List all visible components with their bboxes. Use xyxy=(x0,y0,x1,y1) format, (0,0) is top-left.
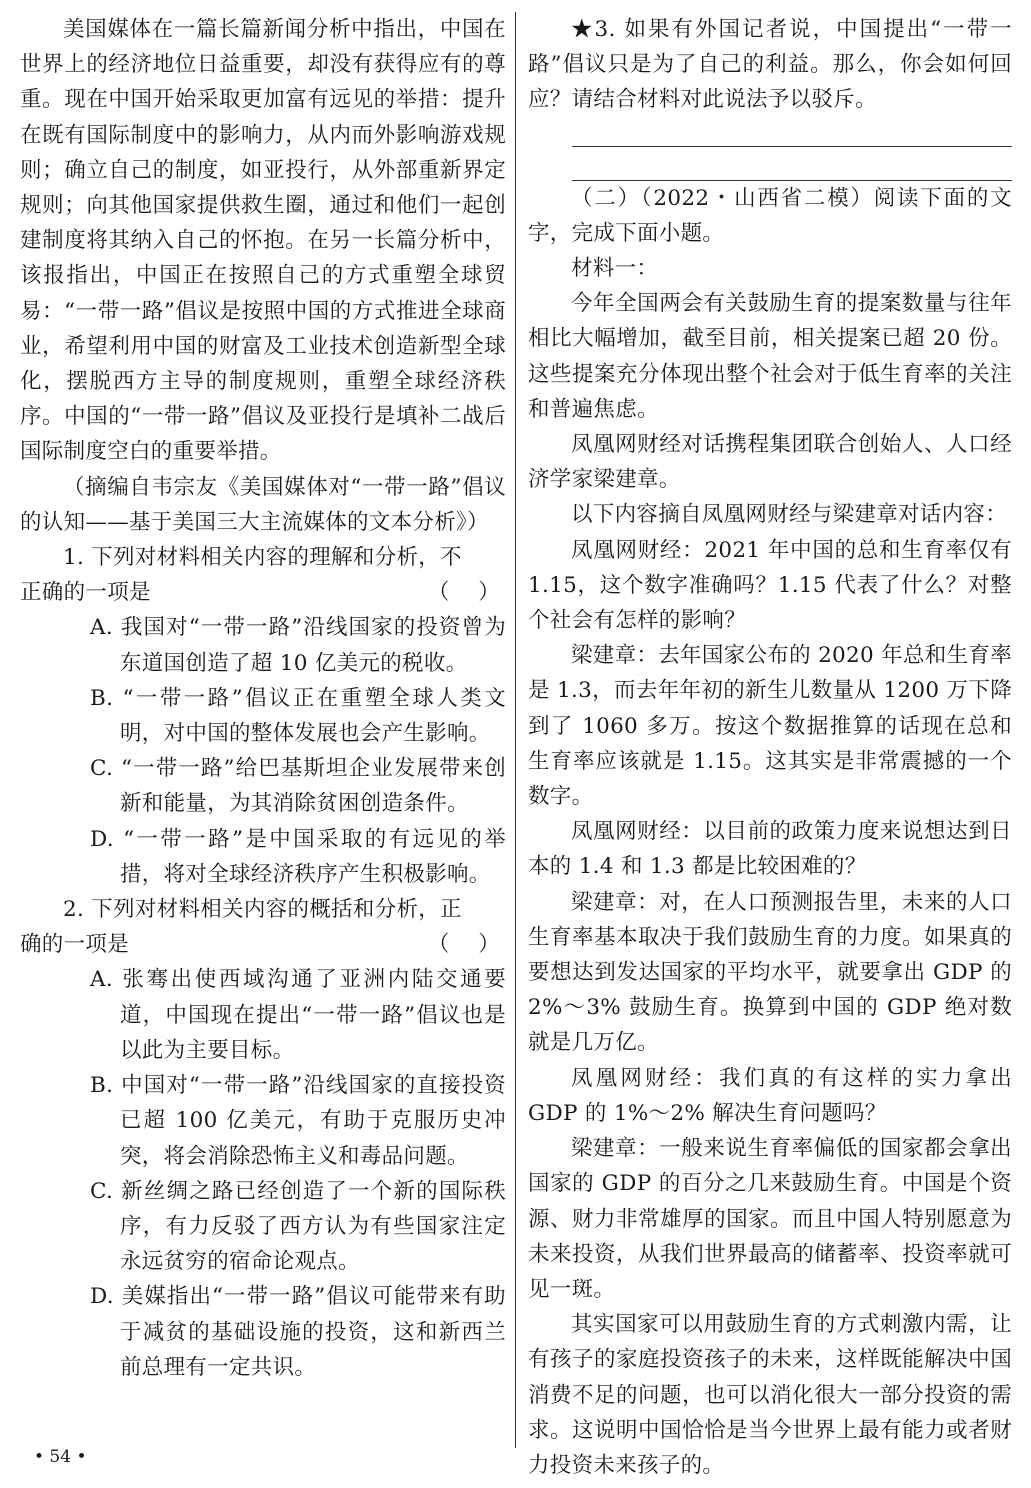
dialogue-paragraph: 梁建章：一般来说生育率偏低的国家都会拿出国家的 GDP 的百分之几来鼓励生育。中国是个资源、财力非常雄厚的国家。而且中国人特别愿意为未来投资，从我们世界最高的储蓄率、投资率就可见一斑。 xyxy=(528,1136,1012,1302)
question-2-stem-row xyxy=(20,927,506,962)
question-2-option-d[interactable]: D. 美媒指出“一带一路”倡议可能带来有助于减贫的基础设施的投资，这和新西兰前总理有一定共识。 xyxy=(90,1284,506,1380)
dialogue-paragraph: 梁建章：去年国家公布的 2020 年总和生育率是 1.3，而去年年初的新生儿数量从 1200 万下降到了 1060 多万。按这个数据推算的话现在总和生育率应该就是 1.15。这其实是非常震撼的一个数字。 xyxy=(528,643,1012,810)
column-divider xyxy=(515,12,516,1448)
question-2-option-c[interactable]: C. 新丝绸之路已经创造了一个新的国际秩序，有力反驳了西方认为有些国家注定永远贫穷的宿命论观点。 xyxy=(90,1178,506,1275)
section-heading: （二）（2022・山西省二模）阅读下面的文字，完成下面小题。 xyxy=(528,185,1012,246)
question-2-stem-line1: 2. 下列对材料相关内容的概括和分析，正 xyxy=(63,897,462,923)
question-1-stem-line2: 正确的一项是 xyxy=(20,580,151,606)
article-paragraph: 美国媒体在一篇长篇新闻分析中指出，中国在世界上的经济地位日益重要，却没有获得应有的尊重。现在中国开始采取更加富有远见的举措：提升在既有国际制度中的影响力，从内而外影响游戏规则；确立自己的制度，如亚投行，从外部重新界定规则；向其他国家提供救生圈，通过和他们一起创建制度将其纳入自己的怀抱。在另一长篇分析中，该报指出，中国正在按照自己的方式重塑全球贸易：“一带一路”倡议是按照中国的方式推进全球商业，希望利用中国的财富及工业技术创造新型全球化，摆脱西方主导的制度规则，重塑全球经济秩序。中国的“一带一路”倡议及亚投行是填补二战后国际制度空白的重要举措。 xyxy=(20,17,506,465)
source-citation: （摘编自韦宗友《美国媒体对“一带一路”倡议的认知——基于美国三大主流媒体的文本分析》） xyxy=(20,474,506,535)
right-column xyxy=(528,12,1012,1483)
material-label: 材料一： xyxy=(571,256,659,282)
article-paragraph: 以下内容摘自凤凰网财经与梁建章对话内容： xyxy=(571,502,1008,528)
question-1-stem xyxy=(20,540,506,575)
dialogue-paragraph: 梁建章：对，在人口预测报告里，未来的人口生育率基本取决于我们鼓励生育的力度。如果真的要想达到发达国家的平均水平，就要拿出 GDP 的 2%～3% 鼓励生育。换算到中国的 GDP 绝对数就是几万亿。 xyxy=(528,889,1012,1056)
question-2-stem xyxy=(20,892,506,927)
question-3: ★3. 如果有外国记者说，中国提出“一带一路”倡议只是为了自己的利益。那么，你会如何回应？请结合材料对此说法予以驳斥。 xyxy=(528,17,1012,113)
dialogue-paragraph: 凤凰网财经：2021 年中国的总和生育率仅有 1.15，这个数字准确吗？1.15 代表了什么？对整个社会有怎样的影响？ xyxy=(528,537,1012,634)
answer-bracket[interactable]: （ ） xyxy=(427,580,500,606)
question-1-option-c[interactable]: C. “一带一路”给巴基斯坦企业发展带来创新和能量，为其消除贫困创造条件。 xyxy=(90,756,506,817)
question-1-option-d[interactable]: D. “一带一路”是中国采取的有远见的举措，将对全球经济秩序产生积极影响。 xyxy=(90,826,506,887)
question-1-stem-row xyxy=(20,575,506,610)
question-2-option-b[interactable]: B. 中国对“一带一路”沿线国家的直接投资已超 100 亿美元，有助于克服历史冲突，将会消除恐怖主义和毒品问题。 xyxy=(90,1073,506,1169)
question-1-option-b[interactable]: B. “一带一路”倡议正在重塑全球人类文明，对中国的整体发展也会产生影响。 xyxy=(90,685,506,747)
question-2-option-a[interactable]: A. 张骞出使西域沟通了亚洲内陆交通要道，中国现在提出“一带一路”倡议也是以此为主要目标。 xyxy=(90,967,506,1063)
left-column xyxy=(20,12,506,1385)
page-number: • 54 • xyxy=(34,1447,87,1467)
question-2-stem-line2: 确的一项是 xyxy=(20,932,130,958)
article-paragraph: 凤凰网财经对话携程集团联合创始人、人口经济学家梁建章。 xyxy=(528,432,1012,493)
question-1-option-a[interactable]: A. 我国对“一带一路”沿线国家的投资曾为东道国创造了超 10 亿美元的税收。 xyxy=(90,615,506,676)
answer-bracket[interactable]: （ ） xyxy=(427,932,500,958)
dialogue-paragraph: 凤凰网财经：以目前的政策力度来说想达到日本的 1.4 和 1.3 都是比较困难的？ xyxy=(528,819,1012,880)
question-1-stem-line1: 1. 下列对材料相关内容的理解和分析，不 xyxy=(63,545,462,571)
dialogue-paragraph: 凤凰网财经：我们真的有这样的实力拿出 GDP 的 1%～2% 解决生育问题吗？ xyxy=(528,1065,1012,1126)
dialogue-paragraph: 其实国家可以用鼓励生育的方式刺激内需，让有孩子的家庭投资孩子的未来，这样既能解决中国消费不足的问题，也可以消化很大一部分投资的需求。这说明中国恰恰是当今世界上最有能力或者财力投资未来孩子的。 xyxy=(528,1312,1012,1478)
article-paragraph: 今年全国两会有关鼓励生育的提案数量与往年相比大幅增加，截至目前，相关提案已超 20 份。这些提案充分体现出整个社会对于低生育率的关注和普遍焦虑。 xyxy=(528,291,1012,422)
